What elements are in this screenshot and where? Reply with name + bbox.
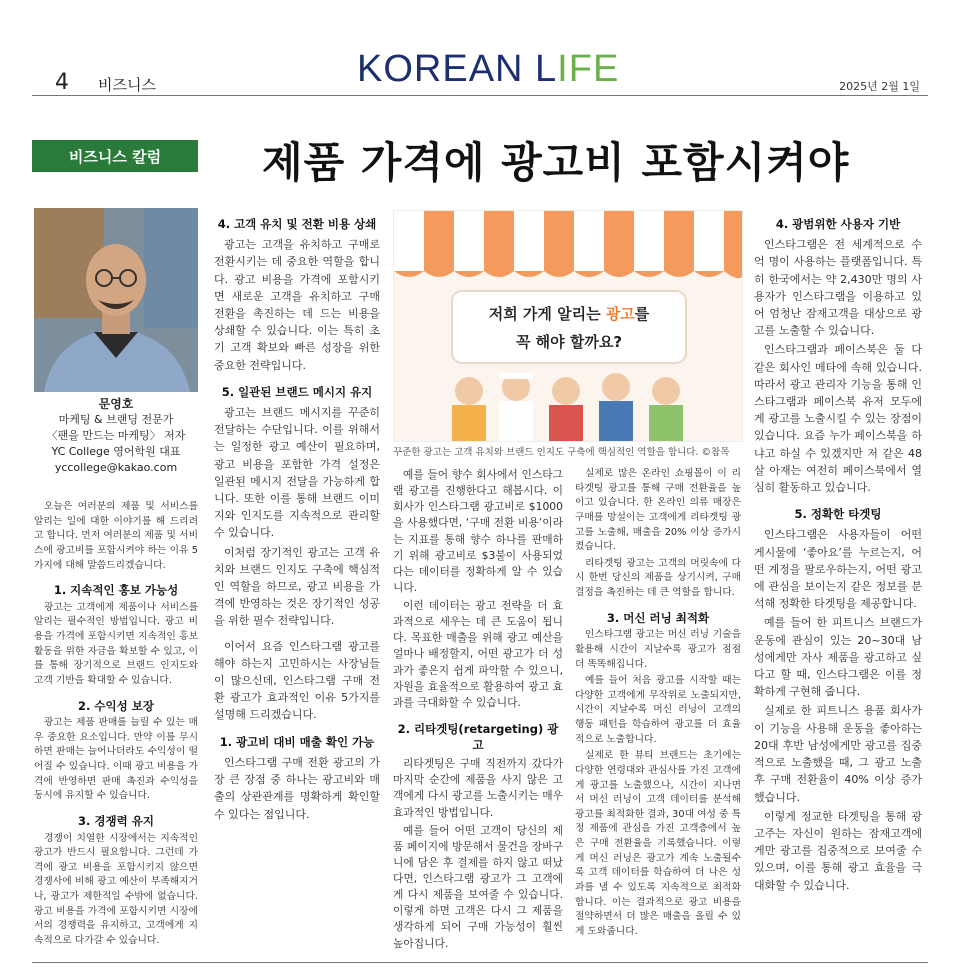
author-portrait-illustration bbox=[34, 208, 198, 392]
paragraph: 리타겟팅은 구매 직전까지 갔다가 마지막 순간에 제품을 사지 않은 고객에게 다시 광고를 노출시키는 매우 효과적인 방법입니다. bbox=[393, 757, 563, 819]
banner-line1-highlight: 광고 bbox=[605, 305, 635, 323]
paragraph: 인스타그램과 페이스북은 둘 다 같은 회사인 메타에 속해 있습니다. 따라서 광고 관리자 기능을 통해 인스타그램과 페이스북 유저 모두에게 광고를 노출시킬 수 있는 장점이 있습니다. 요즘 누가 페이스북을 하냐고 하실 수 있겠지만 저 같은 48살 아재는 여전히 페이스북에서 열심히 활동하고 있습니다. bbox=[754, 343, 922, 495]
banner-line1-post: 를 bbox=[634, 305, 650, 323]
paragraph: 이어서 요즘 인스타그램 광고를 해야 하는지 고민하시는 사장님들이 많으신데, 인스타그램 구매 전환 광고가 효과적인 이유 5가지를 설명해 드리겠습니다. bbox=[214, 639, 380, 722]
banner-line1-pre: 저희 가게 알리는 bbox=[488, 305, 606, 323]
page-number: 4 bbox=[55, 70, 69, 95]
masthead-text-c: FE bbox=[568, 48, 620, 90]
section-heading: 4. 고객 유치 및 전환 비용 상쇄 bbox=[217, 217, 377, 231]
article-column-3 bbox=[393, 467, 563, 954]
masthead-text-b: I bbox=[557, 48, 569, 90]
section-heading: 5. 정확한 타겟팅 bbox=[794, 507, 882, 522]
author-email: yccollege@kakao.com bbox=[54, 461, 178, 474]
paragraph: 광고는 브랜드 메시지를 꾸준히 전달하는 수단입니다. 이를 위해서는 일정한 광고 예산이 필요하며, 광고 비용을 포함한 가격 설정은 일관된 메시지 전달을 가능하게 합니다. 또한 이를 통해 브랜드 이미지와 인지도를 지속적으로 관리할 수 있습니다. bbox=[214, 406, 380, 540]
paragraph: 실제로 많은 온라인 쇼핑몰이 이 리타겟팅 광고를 통해 구매 전환율을 높이고 있습니다. 한 온라인 의류 매장은 구매를 망설이는 고객에게 리타겟팅 광고를 노출해, 매출을 20% 이상 증가시켰습니다. bbox=[575, 468, 741, 553]
author-photo bbox=[34, 208, 198, 392]
paragraph: 인스타그램 구매 전환 광고의 가장 큰 장점 중 하나는 광고비와 매출의 상관관계를 명확하게 확인할 수 있다는 점입니다. bbox=[214, 755, 380, 821]
paragraph: 예를 들어 한 피트니스 브랜드가 운동에 관심이 있는 20~30대 남성에게만 자사 제품을 광고하고 싶다고 할 때, 인스타그램은 이를 정확하게 구현해 줍니다. bbox=[754, 616, 922, 699]
author-title: 마케팅 & 브랜딩 전문가 bbox=[58, 413, 174, 426]
paragraph: 리타겟팅 광고는 고객의 머릿속에 다시 한번 당신의 제품을 상기시켜, 구매 결정을 촉진하는 데 큰 역할을 합니다. bbox=[575, 557, 741, 598]
section-heading: 1. 광고비 대비 매출 확인 가능 bbox=[219, 734, 375, 749]
section-heading: 5. 일관된 브랜드 메시지 유지 bbox=[221, 384, 373, 399]
section-heading: 3. 머신 러닝 최적화 bbox=[606, 610, 710, 625]
paragraph: 경쟁이 치열한 시장에서는 지속적인 광고가 반드시 필요합니다. 그런데 가격에 광고 비용을 포함시키지 않으면 경쟁사에 비해 광고 예산이 부족해지거나, 광고가 제한적일 수밖에 없습니다. 광고 비용을 가격에 포함시키면 시장에서의 경쟁력을 유지하고, 고객에게 지속적으로 다가갈 수 있습니다. bbox=[34, 832, 198, 946]
paragraph: 실제로 한 뷰티 브랜드는 초기에는 다양한 연령대와 관심사를 가진 고객에게 광고를 노출했으나, 시간이 지나면서 머신 러닝이 고객 데이터를 분석해 광고를 최적화한 결과, 30대 여성 중 특정 제품에 관심을 가진 고객층에서 높은 구매 전환율을 기록했습니다. 이렇게 머신 러닝은 광고가 계속 노출될수록 고객 데이터를 학습하여 더 나은 성과를 낼 수 있도록 지속적으로 최적화합니다. 이는 결과적으로 광고 비용을 절약하면서 더 많은 매출을 올릴 수 있게 도와줍니다. bbox=[575, 750, 741, 937]
author-book: 〈팬을 만드는 마케팅〉 저자 bbox=[46, 429, 186, 442]
paragraph: 이런 데이터는 광고 전략을 더 효과적으로 세우는 데 큰 도움이 됩니다. 목표한 매출을 위해 광고 예산을 얼마나 배정할지, 어떤 광고가 더 성과가 좋은지 쉽게 파악할 수 있으니, 자원을 효율적으로 활용하여 광고 효과를 극대화할 수 있습니다. bbox=[393, 599, 563, 709]
paragraph: 인스타그램은 전 세계적으로 수억 명이 사용하는 플랫폼입니다. 특히 한국에서는 약 2,430만 명의 사용자가 인스타그램을 이용하고 있어 엄청난 잠재고객을 대상으로 광고를 노출할 수 있습니다. bbox=[754, 238, 922, 338]
paragraph: 인스타그램은 사용자들이 어떤 게시물에 ‘좋아요’를 누르는지, 어떤 계정을 팔로우하는지, 어떤 광고에 관심을 보이는지 같은 정보를 분석해 정확한 타겟팅을 제공합니다. bbox=[754, 528, 922, 611]
paragraph: 이렇게 정교한 타겟팅을 통해 광고주는 자신이 원하는 잠재고객에게만 광고를 집중적으로 보여줄 수 있으며, 이를 통해 광고 효율을 극대화할 수 있습니다. bbox=[754, 809, 922, 892]
section-heading: 1. 지속적인 홍보 가능성 bbox=[53, 583, 179, 598]
article-column-5 bbox=[754, 206, 922, 896]
column-badge: 비즈니스 칼럼 bbox=[32, 140, 198, 172]
section-heading: 4. 광범위한 사용자 기반 bbox=[775, 217, 901, 231]
figure-caption: 꾸준한 광고는 고객 유치와 브랜드 인지도 구축에 핵심적인 역할을 합니다. ©참목 bbox=[393, 447, 730, 458]
illustration-figure bbox=[393, 210, 743, 442]
section-name: 비즈니스 bbox=[98, 76, 156, 94]
svg-text:저희 가게 알리는 광고를 bbox=[489, 305, 650, 323]
section-heading: 2. 수익성 보장 bbox=[78, 698, 154, 713]
paragraph: 예를 들어 향수 회사에서 인스타그램 광고를 진행한다고 해봅시다. 이 회사가 인스타그램 광고비로 $1000을 사용했다면, ‘구매 전환 비용’이라는 지표를 통해 향수 하나를 판매하기 위해 광고비로 $3불이 사용되었다는 데이터를 정확하게 알 수 있습니다. bbox=[393, 468, 563, 594]
paragraph: 인스타그램 광고는 머신 러닝 기술을 활용해 시간이 지날수록 광고가 점점 더 똑똑해집니다. bbox=[575, 629, 741, 670]
paragraph: 실제로 한 피트니스 용품 회사가 이 기능을 사용해 운동을 좋아하는 20대 후반 남성에게만 광고를 집중적으로 노출했을 때, 그 광고 노출 후 구매 전환율이 40% 이상 증가했습니다. bbox=[754, 704, 922, 804]
article-column-2 bbox=[214, 206, 380, 825]
shop-awning-illustration bbox=[394, 211, 743, 442]
issue-date: 2025년 2월 1일 bbox=[839, 80, 920, 93]
paragraph: 광고는 고객에게 제품이나 서비스를 알리는 필수적인 방법입니다. 광고 비용을 가격에 포함시키면 지속적인 홍보 활동을 위한 자금을 확보할 수 있고, 이를 통해 장기적으로 브랜드 인지도와 고객 기반을 확대할 수 있습니다. bbox=[34, 601, 198, 686]
awning-stripes bbox=[394, 211, 743, 278]
header-rule bbox=[32, 95, 928, 96]
banner-line2: 꼭 해야 할까요? bbox=[515, 333, 623, 351]
paragraph: 예를 들어 처음 광고를 시작할 때는 다양한 고객에게 무작위로 노출되지만, 시간이 지날수록 머신 러닝이 고객의 행동 패턴을 학습하여 광고를 더 효율적으로 노출합니다. bbox=[575, 675, 741, 745]
headline: 제품 가격에 광고비 포함시켜야 bbox=[262, 138, 850, 187]
article-column-4 bbox=[575, 467, 741, 941]
paragraph: 예를 들어 어떤 고객이 당신의 제품 페이지에 방문해서 물건을 장바구니에 담은 후 결제를 하지 않고 떠났다면, 인스타그램 광고가 그 고객에게 다시 제품을 보여줄 수 있습니다. 이렇게 하면 고객은 다시 그 제품을 생각하게 되어 구매 가능성이 훨씬 높아집니다. bbox=[393, 823, 563, 950]
paragraph: 광고는 고객을 유치하고 구매로 전환시키는 데 중요한 역할을 합니다. 광고 비용을 가격에 포함시키면 새로운 고객을 유치하고 구매 전환을 촉진하는 데 드는 비용을 상쇄할 수 있습니다. 이는 특히 초기 고객 확보와 빠른 성장을 위한 중요한 전략입니다. bbox=[214, 238, 380, 372]
paragraph: 광고는 제품 판매를 늘릴 수 있는 매우 중요한 요소입니다. 만약 이를 무시하면 판매는 늘어나더라도 수익성이 떨어질 수 있습니다. 이때 광고 비용을 가격에 반영하면 판매 촉진과 수익성을 동시에 유지할 수 있습니다. bbox=[34, 717, 198, 802]
section-heading: 3. 경쟁력 유지 bbox=[78, 813, 154, 828]
author-name: 문영호 bbox=[98, 397, 134, 411]
article-column-1 bbox=[34, 500, 198, 951]
section-heading: 2. 리타겟팅(retargeting) 광고 bbox=[397, 721, 559, 752]
author-info bbox=[34, 396, 198, 476]
masthead-logo bbox=[357, 48, 619, 91]
author-org: YC College 영어학원 대표 bbox=[51, 445, 181, 458]
intro-paragraph: 오늘은 여러분의 제품 및 서비스를 알리는 일에 대한 이야기를 해 드리려고 합니다. 먼저 여러분의 제품 및 서비스에 광고비를 포함시켜야 하는 이유 5가지에 대해 말씀드리겠습니다. bbox=[34, 501, 198, 571]
footer-rule bbox=[32, 962, 928, 963]
paragraph: 이처럼 장기적인 광고는 고객 유치와 브랜드 인지도 구축에 핵심적인 역할을 하므로, 광고 비용을 가격에 반영하는 것은 장기적인 성공을 위한 필수 전략입니다. bbox=[214, 545, 380, 628]
masthead-text-a: KOREAN L bbox=[357, 48, 558, 90]
